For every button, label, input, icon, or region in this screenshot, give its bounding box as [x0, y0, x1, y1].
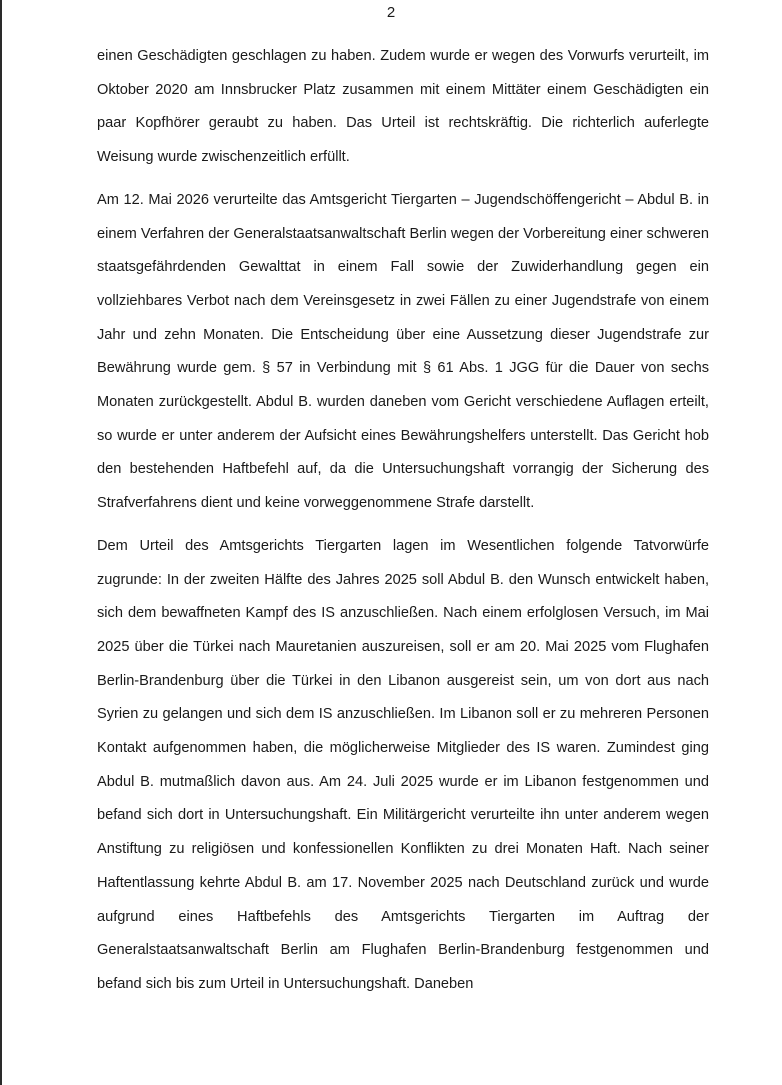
paragraph-3: Dem Urteil des Amtsgerichts Tiergarten lagen im Wesentlichen folgende Tatvorwürfe zugrunde: In der zweiten Hälfte des Jahres 2025 soll Abdul B. den Wunsch entwickelt haben, sich dem bewaffneten Kampf des IS anzuschließen. Nach einem erfolglosen Versuch, im Mai 2025 über die Türkei nach Mauretanien auszureisen, soll er am 20. Mai 2025 vom Flughafen Berlin-Brandenburg über die Türkei in den Libanon ausgereist sein, um von dort aus nach Syrien zu gelangen und sich dem IS anzuschließen. Im Libanon soll er zu mehreren Personen Kontakt aufgenommen haben, die möglicherweise Mitglieder des IS waren. Zumindest ging Abdul B. mutmaßlich davon aus. Am 24. Juli 2025 wurde er im Libanon festgenommen und befand sich dort in Untersuchungshaft. Ein Militärgericht verurteilte ihn unter anderem wegen Anstiftung zu religiösen und konfessionellen Konflikten zu drei Monaten Haft. Nach seiner Haftentlassung kehrte Abdul B. am 17. November 2025 nach Deutschland zurück und wurde aufgrund eines Haftbefehls des Amtsgerichts Tiergarten im Auftrag der Generalstaatsanwaltschaft Berlin am Flughafen Berlin-Brandenburg festgenommen und befand sich bis zum Urteil in Untersuchungshaft. Daneben: [97, 537, 709, 992]
page-number: 2: [386, 4, 396, 21]
document-body: [97, 40, 709, 1002]
paragraph-1: einen Geschädigten geschlagen zu haben. Zudem wurde er wegen des Vorwurfs verurteilt, im Oktober 2020 am Innsbrucker Platz zusammen mit einem Mittäter einem Geschädigten ein paar Kopfhörer geraubt zu haben. Das Urteil ist rechtskräftig. Die richterlich auferlegte Weisung wurde zwischenzeitlich erfüllt.: [97, 48, 709, 166]
page-left-edge: [0, 0, 2, 1085]
paragraph-2: Am 12. Mai 2026 verurteilte das Amtsgericht Tiergarten – Jugendschöffengericht – Abdul B. in einem Verfahren der Generalstaatsanwaltschaft Berlin wegen der Vorbereitung einer schweren staatsgefährdenden Gewalttat in einem Fall sowie der Zuwiderhandlung gegen ein vollziehbares Verbot nach dem Vereinsgesetz in zwei Fällen zu einer Jugendstrafe von einem Jahr und zehn Monaten. Die Entscheidung über eine Aussetzung dieser Jugendstrafe zur Bewährung wurde gem. § 57 in Verbindung mit § 61 Abs. 1 JGG für die Dauer von sechs Monaten zurückgestellt. Abdul B. wurden daneben vom Gericht verschiedene Auflagen erteilt, so wurde er unter anderem der Aufsicht eines Bewährungshelfers unterstellt. Das Gericht hob den bestehenden Haftbefehl auf, da die Untersuchungshaft vorrangig der Sicherung des Strafverfahrens dient und keine vorweggenommene Strafe darstellt.: [97, 191, 709, 512]
